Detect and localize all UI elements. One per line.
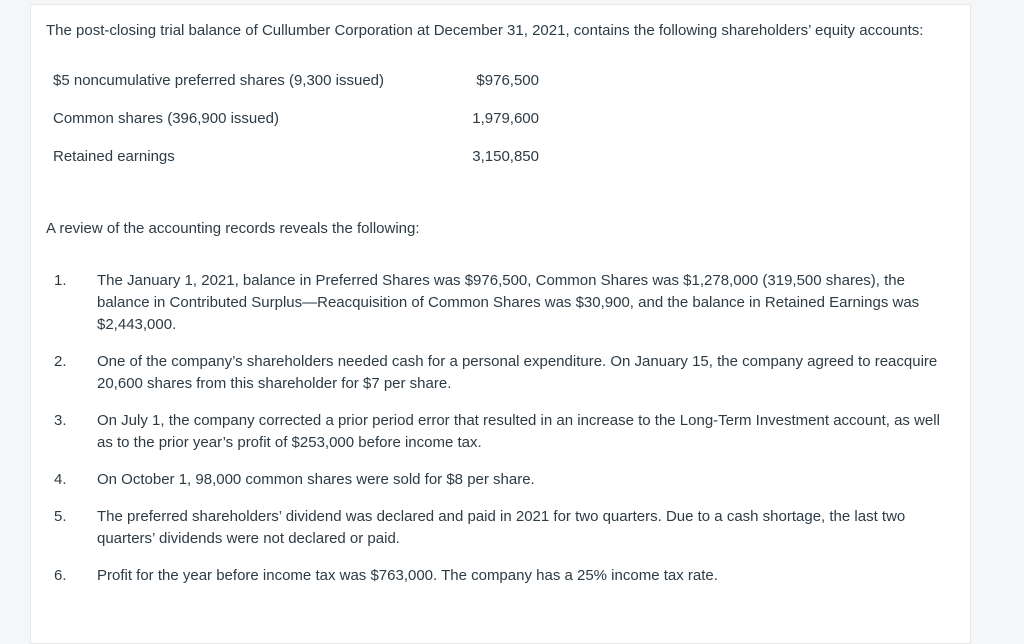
account-row	[53, 147, 539, 185]
item-text: One of the company’s shareholders needed cash for a personal expenditure. On January 15, the company agreed to reacquire 20,600 shares from this shareholder for $7 per share.	[97, 353, 938, 392]
account-amount: $976,500	[476, 72, 539, 89]
list-item	[46, 410, 951, 454]
item-number: 5.	[54, 508, 67, 525]
account-label: Retained earnings	[53, 148, 175, 165]
list-item	[46, 270, 951, 336]
problem-card	[30, 4, 971, 644]
item-number: 4.	[54, 471, 67, 488]
account-label: Common shares (396,900 issued)	[53, 110, 279, 127]
item-number: 2.	[54, 353, 67, 370]
facts-list	[46, 270, 951, 602]
intro-text: The post-closing trial balance of Cullumber Corporation at December 31, 2021, contains the following shareholders’ equity accounts:	[46, 22, 924, 39]
equity-accounts-table	[53, 71, 539, 185]
account-label: $5 noncumulative preferred shares (9,300 issued)	[53, 72, 385, 89]
item-text: On July 1, the company corrected a prior period error that resulted in an increase to the Long-Term Investment account, as well as to the prior year’s profit of $253,000 before income tax.	[97, 412, 940, 451]
account-amount: 3,150,850	[472, 148, 539, 165]
item-text: The preferred shareholders’ dividend was declared and paid in 2021 for two quarters. Due to a cash shortage, the last two quarters’ dividends were not declared or paid.	[97, 508, 906, 547]
item-text: Profit for the year before income tax was $763,000. The company has a 25% income tax rate.	[97, 567, 718, 584]
review-text: A review of the accounting records reveals the following:	[46, 220, 420, 237]
list-item	[46, 351, 951, 395]
item-number: 1.	[54, 272, 67, 289]
account-row	[53, 71, 539, 109]
item-text: The January 1, 2021, balance in Preferred Shares was $976,500, Common Shares was $1,278,000 (319,500 shares), the balance in Contributed Surplus—Reacquisition of Common Shares was $30,900, and the balance in Retained Earnings was $2,443,000.	[97, 272, 920, 333]
item-number: 6.	[54, 567, 67, 584]
item-number: 3.	[54, 412, 67, 429]
list-item	[46, 469, 951, 491]
account-amount: 1,979,600	[472, 110, 539, 127]
item-text: On October 1, 98,000 common shares were sold for $8 per share.	[97, 471, 535, 488]
list-item	[46, 506, 951, 550]
account-row	[53, 109, 539, 147]
list-item	[46, 565, 951, 587]
